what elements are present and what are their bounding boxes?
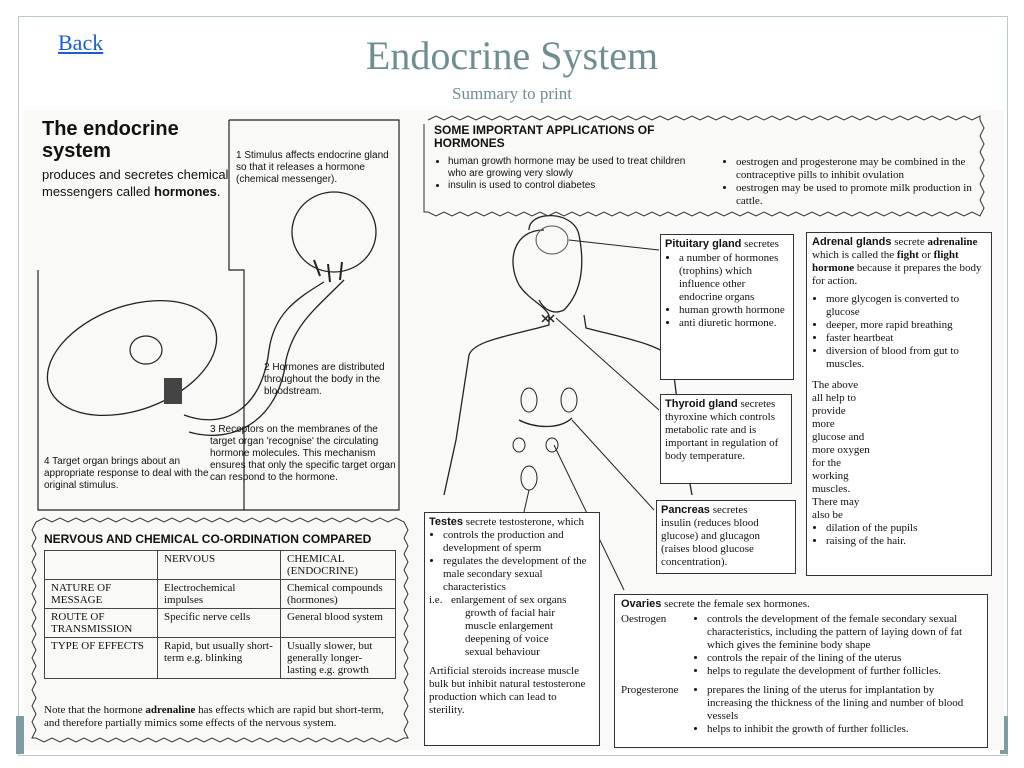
intro-heading: The endocrine system (42, 118, 179, 162)
ovaries-box: Ovaries secrete the female sex hormones. Oestrogen • controls the development of the female secondary sexual characteristics, including the pattern of laying down of fat which gives the feminine body shape • controls the repair of the lining of the uterus • helps to regulate the development of further follicles. Progesterone • prepares the lining of the uterus for implantation by increasing the thickness of the lining and number of blood vessels • helps to inhibit the growth of further follicles. (614, 594, 988, 748)
scanned-page (24, 110, 1004, 750)
table-row (45, 580, 396, 609)
back-link[interactable]: Back (58, 30, 104, 55)
list-item: • regulates the development of the male secondary sexual characteristics (443, 555, 595, 594)
comparison-table (44, 550, 396, 679)
table-cell: TYPE OF EFFECTS (45, 638, 158, 679)
progesterone-block (621, 684, 981, 736)
table-cell: General blood system (281, 609, 396, 638)
page-subtitle: Summary to print (452, 84, 572, 103)
list-item: • controls the development of the female secondary sexual characteristics, including the pattern of laying down of fat which gives the feminine body shape (707, 613, 981, 652)
table-row (45, 551, 396, 580)
list-item: • more glycogen is converted to glucose (826, 293, 986, 319)
endocrine-gland-shape (292, 192, 376, 272)
list-item: • deeper, more rapid breathing (826, 319, 986, 332)
pituitary-list (665, 252, 789, 330)
list-item: enlargement of sex organs (451, 594, 567, 606)
step-4-text: 4 Target organ brings about an appropriate response to deal with the original stimulus. (44, 456, 209, 491)
applications-panel (426, 116, 982, 212)
pituitary-name: Pituitary gland (665, 238, 742, 250)
applications-heading: SOME IMPORTANT APPLICATIONS OF HORMONES (434, 123, 655, 150)
testes-note: Artificial steroids increase muscle bulk but inhibit natural testosterone production which can lead to sterility. (429, 665, 586, 716)
list-item: sexual behaviour (465, 646, 540, 658)
testes-name: Testes (429, 516, 464, 528)
table-cell: NATURE OF MESSAGE (45, 580, 158, 609)
table-cell: Rapid, but usually short-term e.g. blinking (158, 638, 281, 679)
left-accent-bar (16, 716, 24, 754)
list-item: • a number of hormones (trophins) which influence other endocrine organs (679, 252, 789, 304)
pituitary-box: Pituitary gland secretes • a number of hormones (trophins) which influence other endocrine organs • human growth hormone • anti diuretic hormone. (660, 234, 794, 380)
oestrogen-list (691, 613, 981, 678)
testes-ie-label: i.e. (429, 594, 443, 606)
table-cell (45, 551, 158, 580)
testes-box: Testes secrete testosterone, which • controls the production and development of sperm • regulates the development of the male secondary sexual characteristics i.e. enlargement of sex organs growth of facial hair muscle enlargement deepening of voice sexual behaviour Artificial steroids increase muscle bulk but inhibit natural testosterone production which can lead to sterility. (424, 512, 600, 746)
applications-left-list (434, 156, 698, 192)
progesterone-list (691, 684, 981, 736)
list-item: growth of facial hair (465, 607, 556, 619)
list-item: • dilation of the pupils (826, 522, 986, 535)
list-item: • controls the production and development of sperm (443, 529, 595, 555)
list-item: • oestrogen may be used to promote milk production in cattle. (736, 182, 986, 208)
list-item: muscle enlargement (465, 620, 554, 632)
step-1-text: 1 Stimulus affects endocrine gland so that it releases a hormone (chemical messenger). (236, 150, 389, 185)
page-title: Endocrine System (365, 33, 659, 78)
receptor-block (164, 378, 182, 404)
intro-text: produces and secretes chemical messengers called hormones. (42, 167, 229, 199)
table-cell: Chemical compounds (hormones) (281, 580, 396, 609)
list-item: deepening of voice (465, 633, 549, 645)
progesterone-label: Progesterone (621, 684, 679, 696)
hormone-release-arrows (314, 260, 342, 282)
list-item: • prepares the lining of the uterus for implantation by increasing the thickness of the lining and number of blood vessels (707, 684, 981, 723)
thyroid-text: thyroxine which controls metabolic rate and is important in regulation of body temperature. (665, 411, 779, 462)
applications-right-list (722, 156, 986, 208)
list-item: • controls the repair of the lining of the uterus (707, 652, 981, 665)
table-cell: Specific nerve cells (158, 609, 281, 638)
adrenal-name: Adrenal glands (812, 236, 892, 248)
pancreas-name: Pancreas (661, 504, 710, 516)
table-row (45, 638, 396, 679)
list-item: • faster heartbeat (826, 332, 986, 345)
thyroid-connector (556, 318, 659, 410)
target-organ-shape (32, 279, 233, 437)
list-item: • human growth hormone may be used to treat children who are growing very slowly (448, 156, 698, 180)
oestrogen-block (621, 613, 981, 678)
list-item: • helps to inhibit the growth of further follicles. (707, 723, 981, 736)
testes-ie-list (451, 594, 566, 659)
list-item: • raising of the hair. (826, 535, 986, 548)
list-item: • human growth hormone (679, 304, 789, 317)
pancreas-connector (572, 420, 654, 510)
thyroid-box: Thyroid gland secretes thyroxine which controls metabolic rate and is important in regulation of body temperature. (660, 394, 792, 484)
table-cell: Electrochemical impulses (158, 580, 281, 609)
list-item: • anti diuretic hormone. (679, 317, 789, 330)
list-item: • helps to regulate the development of further follicles. (707, 665, 981, 678)
step-2-text: 2 Hormones are distributed throughout the body in the bloodstream. (264, 362, 385, 397)
testes-ie-block (429, 594, 595, 659)
testes-list (429, 529, 595, 594)
pancreas-text: insulin (reduces blood glucose) and glucagon (raises blood glucose concentration). (661, 517, 760, 568)
list-item: • diversion of blood from gut to muscles. (826, 345, 986, 371)
testes-connector (524, 490, 529, 512)
adrenal-extra-list (812, 522, 986, 548)
thyroid-shape (542, 315, 554, 322)
table-row (45, 609, 396, 638)
pituitary-connector (569, 240, 659, 250)
list-item: • insulin is used to control diabetes (448, 180, 698, 192)
thyroid-name: Thyroid gland (665, 398, 738, 410)
list-item: • oestrogen and progesterone may be combined in the contraceptive pills to inhibit ovulation (736, 156, 986, 182)
adrenal-box: Adrenal glands secrete adrenaline which is called the fight or flight hormone because it prepares the body for action. • more glycogen is converted to glucose • deeper, more rapid breathing • faster heartbeat • diversion of blood from gut to muscles. The above all help to provide more glucose and more oxygen for the working muscles. There may also be • dilation of the pupils • raising of the hair. (806, 232, 992, 576)
pancreas-shape (519, 418, 572, 427)
comparison-note: Note that the hormone adrenaline has effects which are rapid but short-term, and therefore partially mimics some effects of the nervous system. (44, 704, 384, 729)
adrenal-middle-text: The above all help to provide more glucose and more oxygen for the working muscles. There may also be (812, 379, 870, 521)
pancreas-box: Pancreas secretes insulin (reduces blood glucose) and glucagon (raises blood glucose concentration). (656, 500, 796, 574)
oestrogen-label: Oestrogen (621, 613, 667, 625)
testes-shape (521, 466, 537, 490)
table-header: NERVOUS (158, 551, 281, 580)
table-cell: ROUTE OF TRANSMISSION (45, 609, 158, 638)
blood-vessel (184, 282, 324, 420)
adrenal-effects-list (812, 293, 986, 371)
table-cell: Usually slower, but generally longer-lasting e.g. growth (281, 638, 396, 679)
comparison-panel (34, 518, 406, 740)
comparison-heading: NERVOUS AND CHEMICAL CO-ORDINATION COMPARED (44, 532, 372, 546)
step-3-text: 3 Receptors on the membranes of the target organ 'recognise' the circulating hormone molecules. This mechanism ensures that only the specific target organ can respond to the hormone. (210, 424, 396, 483)
table-header: CHEMICAL (ENDOCRINE) (281, 551, 396, 580)
ovaries-name: Ovaries (621, 598, 662, 610)
body-outline (444, 230, 692, 495)
